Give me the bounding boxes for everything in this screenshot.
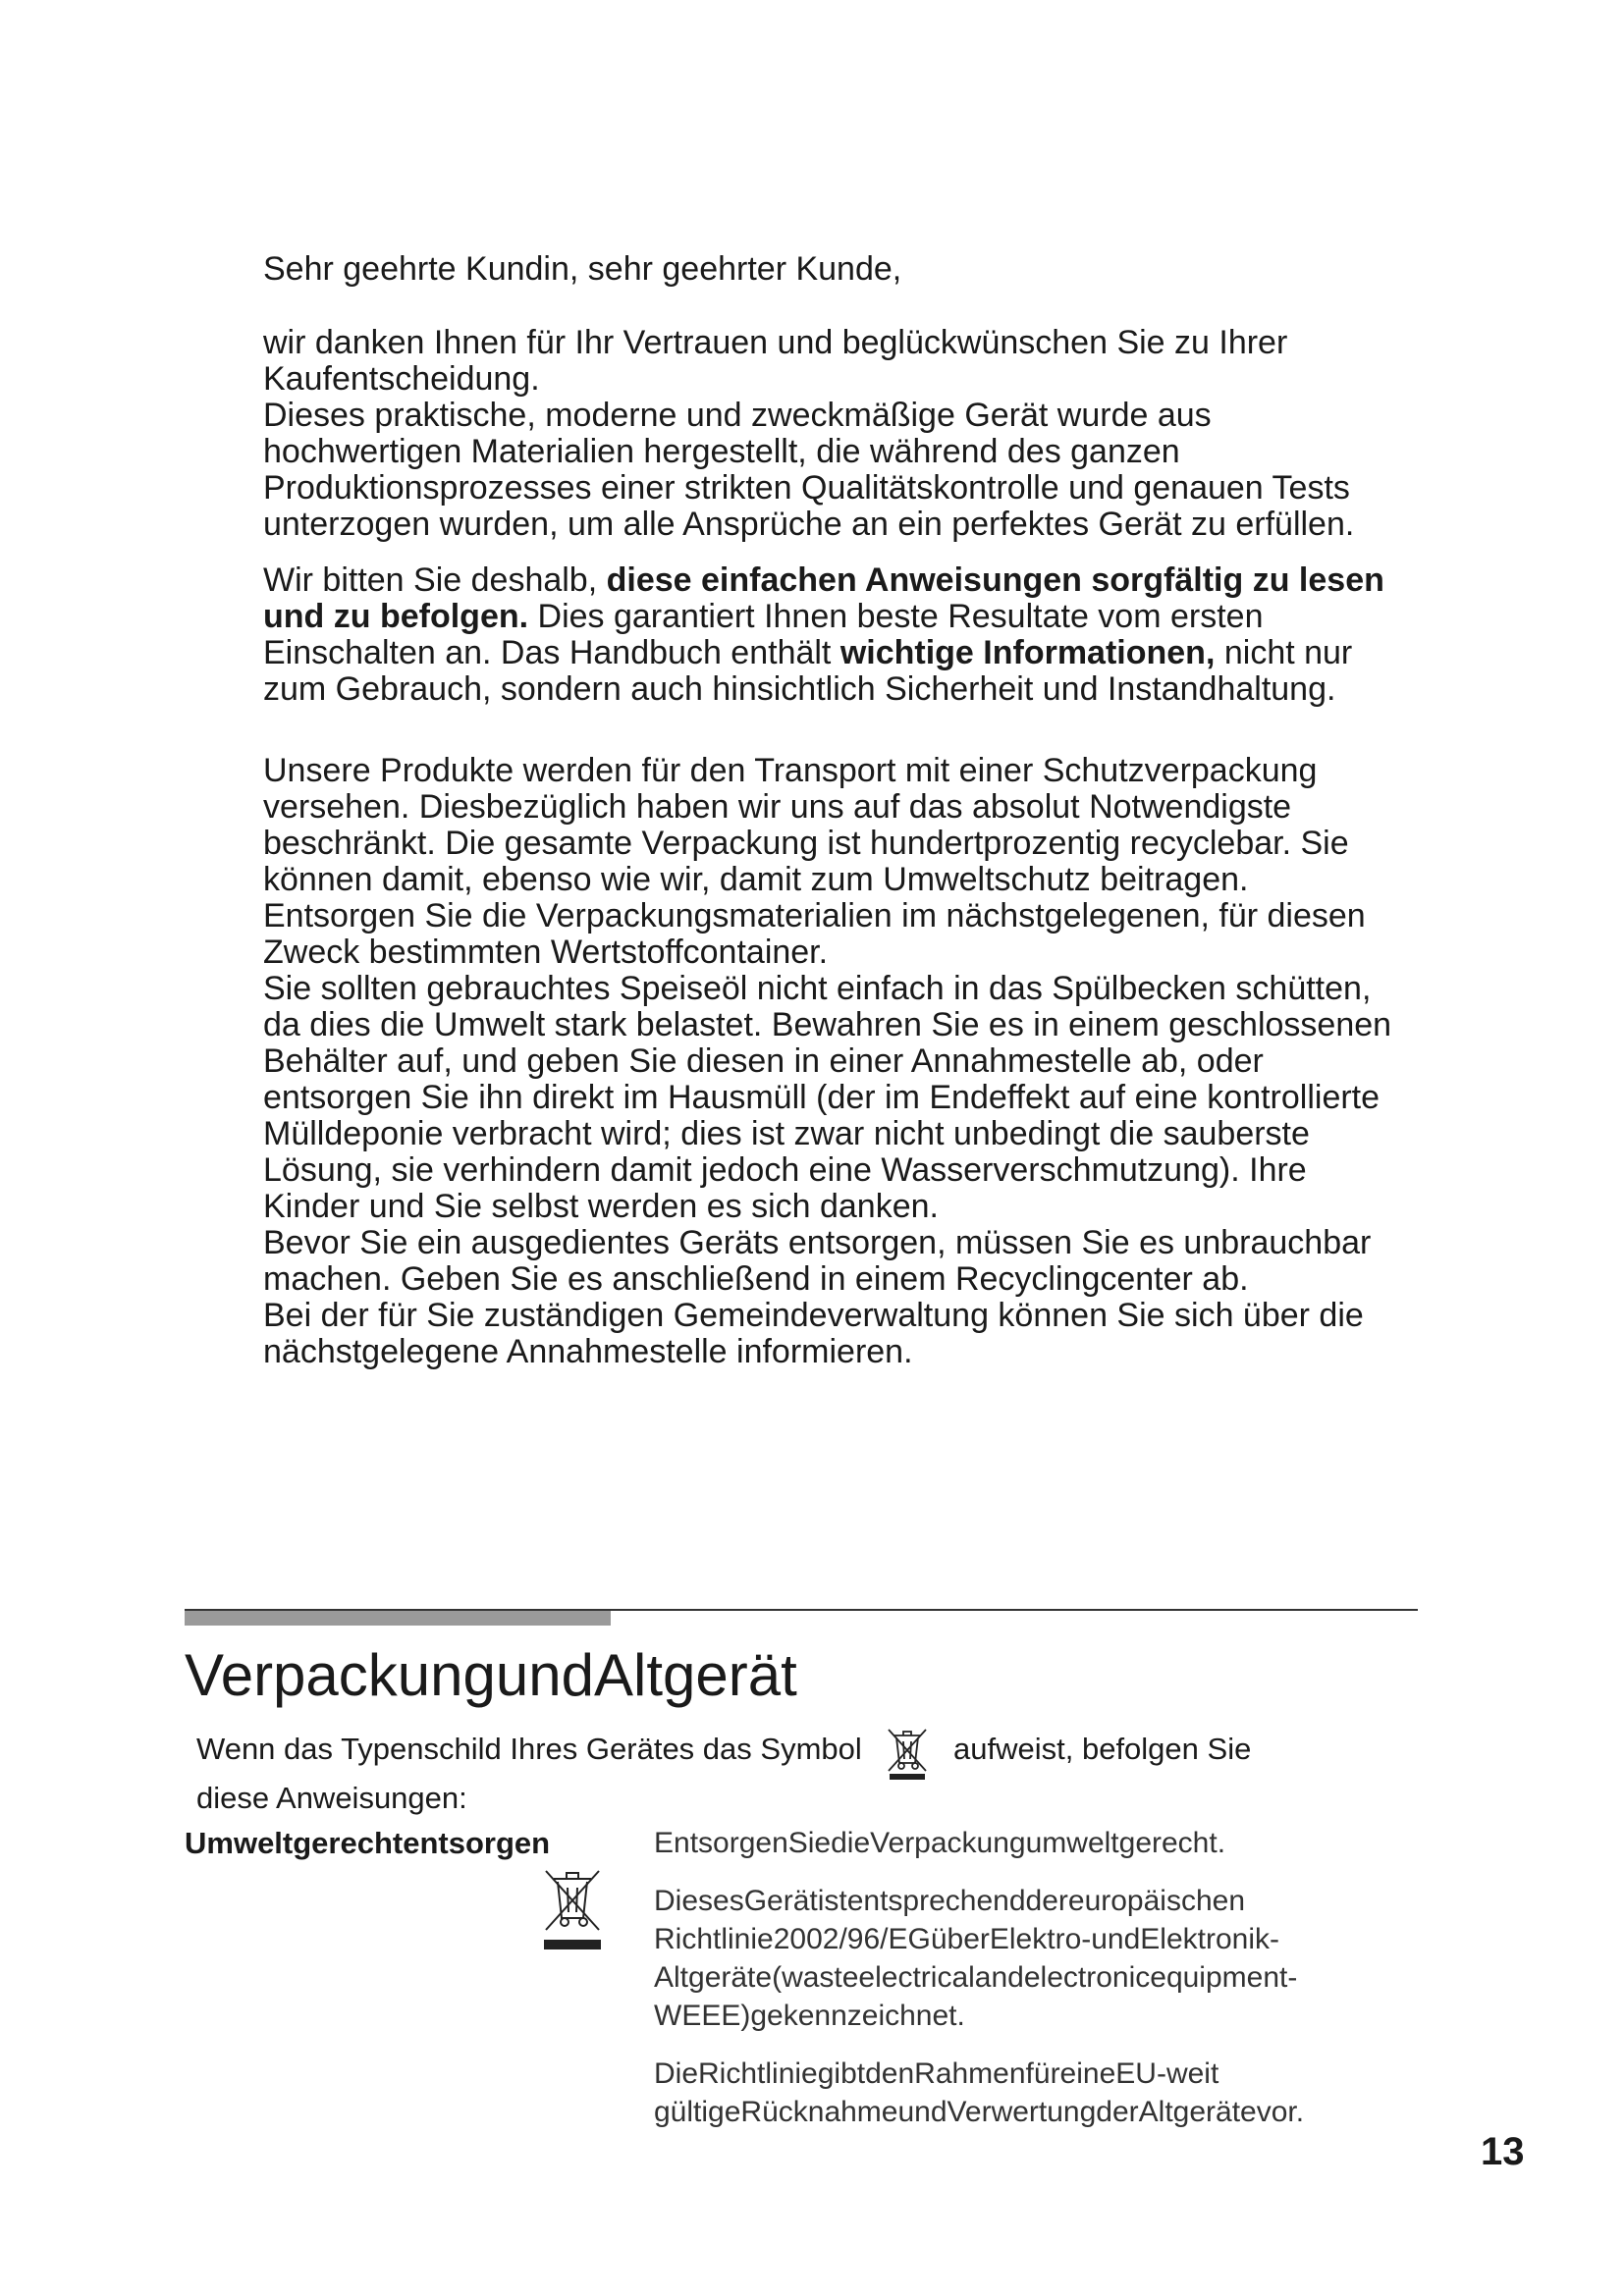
disposal-paragraph-1: EntsorgenSiedieVerpackungumweltgerecht. [654,1827,1226,1859]
section-intro-before: Wenn das Typenschild Ihres Gerätes das Symbol [196,1732,862,1766]
disposal-paragraph-3: DieRichtliniegibtdenRahmenfüreineEU-weit gültigeRücknahmeundVerwertungderAltgerätevor. [654,2057,1305,2128]
page-number: 13 [1481,2130,1525,2173]
disposal-paragraph-2: DiesesGerätistentsprechenddereuropäischen Richtlinie2002/96/EGüberElektro-undElektronik-Altgeräte(wasteelectricalandelectronicequipment-WEEE)gekennzeichnet. [654,1885,1298,2032]
paragraph-thanks: wir danken Ihnen für Ihr Vertrauen und beglückwünschen Sie zu Ihrer Kaufentscheidung. [263,324,1288,398]
instructions-bold-2: wichtige Informationen, [839,634,1216,671]
paragraph-disposal: Bevor Sie ein ausgedientes Geräts entsorgen, müssen Sie es unbrauchbar machen. Geben Sie es anschließend in einem Recyclingcenter ab. [263,1224,1372,1298]
intro-text [263,251,1402,1370]
paragraph-oil: Sie sollten gebrauchtes Speiseöl nicht einfach in das Spülbecken schütten, da dies die Umwelt stark belastet. Bewahren Sie es in einem geschlossenen Behälter auf, und geben Sie diesen in einer Annahmestelle ab, oder entsorgen Sie ihn direkt im Hausmüll (der im Endeffekt auf eine kontrollierte Mülldeponie verbracht wird; dies ist zwar nicht unbedingt die sauberste Lösung, sie verhindern damit jedoch eine Wasserverschmutzung). Ihre Kinder und Sie selbst werden es sich danken. [263,970,1392,1225]
paragraph-municipality: Bei der für Sie zuständigen Gemeindeverwaltung können Sie sich über die nächstgelegene Annahmestelle informieren. [263,1297,1364,1370]
weee-bin-icon [880,1726,935,1781]
instructions-bold-1: diese einfachen Anweisungen sorgfältig zu lesen und zu befolgen. [263,561,1384,635]
section-intro [196,1726,1326,1815]
disposal-instructions [654,1824,1400,2151]
section-title: VerpackungundAltgerät [185,1642,797,1708]
side-label: Umweltgerechtentsorgen [185,1826,551,1860]
paragraph-packaging: Unsere Produkte werden für den Transport mit einer Schutzverpackung versehen. Diesbezüglich haben wir uns auf das absolut Notwendigste beschränkt. Die gesamte Verpackung ist hundertprozentig recyclebar. Sie können damit, ebenso wie wir, damit zum Umweltschutz beitragen. Entsorgen Sie die Verpackungsmaterialien im nächstgelegenen, für diesen Zweck bestimmten Wertstoffcontainer. [263,752,1366,971]
section-divider-accent [185,1611,611,1626]
instructions-text-c: nicht nur zum Gebrauch, sondern auch hinsichtlich Sicherheit und Instandhaltung. [263,634,1353,708]
greeting: Sehr geehrte Kundin, sehr geehrter Kunde, [263,250,902,288]
section-intro-after: aufweist, befolgen Sie diese Anweisungen: [196,1732,1252,1815]
instructions-text-b: Dies garantiert Ihnen beste Resultate vom ersten Einschalten an. Das Handbuch enthält [263,598,1264,671]
paragraph-quality: Dieses praktische, moderne und zweckmäßige Gerät wurde aus hochwertigen Materialien hergestellt, die während des ganzen Produktionsprozesses einer strikten Qualitätskontrolle und genauen Tests unterzogen wurden, um alle Ansprüche an ein perfektes Gerät zu erfüllen. [263,397,1355,543]
weee-bin-icon [538,1865,607,1955]
instructions-text-a: Wir bitten Sie deshalb, [263,561,607,599]
paragraph-instructions [263,562,1402,708]
